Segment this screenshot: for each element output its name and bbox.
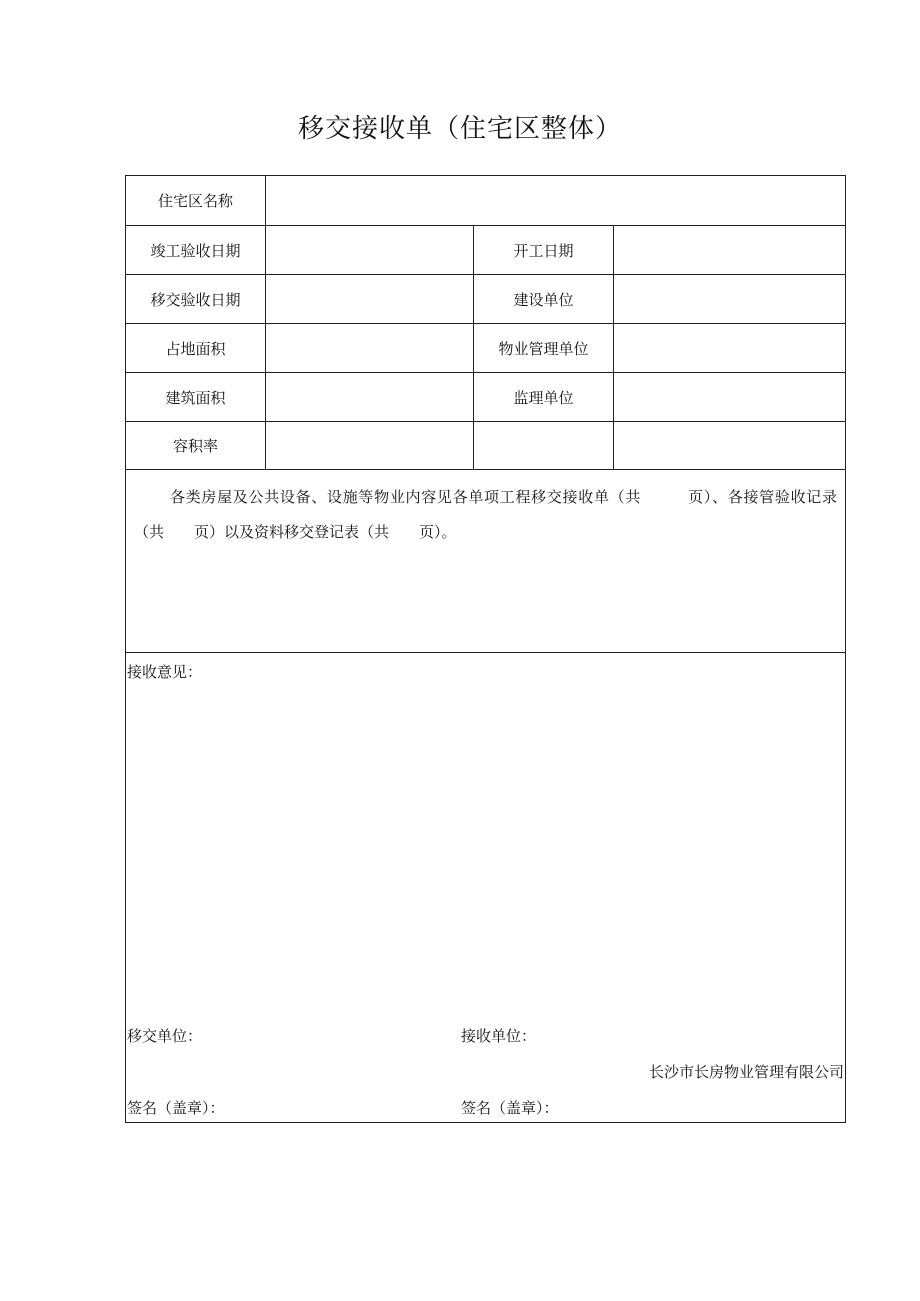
estate-name-label: 住宅区名称 [157, 192, 233, 210]
estate-name-value[interactable] [265, 176, 845, 225]
acceptance-section [126, 653, 845, 1122]
property-contents-description: 各类房屋及公共设备、设施等物业内容见各单项工程移交接收单（共 页）、各接管验收记录（共 页）以及资料移交登记表（共 页）。 [126, 470, 845, 653]
table-row-land-area [126, 324, 845, 373]
property-management-unit-label: 物业管理单位 [473, 324, 613, 372]
acceptance-opinion-label: 接收意见： [127, 663, 203, 681]
developer-unit-value[interactable] [613, 275, 845, 323]
table-row-building-area [126, 373, 845, 422]
handover-unit-label: 移交单位： [127, 1027, 203, 1045]
table-row-handover-date [126, 275, 845, 324]
handover-form-table [125, 175, 846, 1123]
empty-label-cell [473, 422, 613, 469]
table-row-estate-name [126, 176, 845, 226]
land-area-label: 占地面积 [165, 339, 226, 358]
completion-acceptance-date-label: 竣工验收日期 [150, 241, 241, 260]
document-title: 移交接收单（住宅区整体） [297, 114, 622, 144]
developer-unit-label: 建设单位 [473, 275, 613, 323]
land-area-value[interactable] [265, 324, 473, 372]
signature-seal-left-label: 签名（盖章）： [127, 1099, 225, 1117]
building-area-value[interactable] [265, 373, 473, 421]
signature-seal-right-label: 签名（盖章）： [461, 1099, 559, 1117]
property-management-unit-value[interactable] [613, 324, 845, 372]
table-row-completion-date [126, 226, 845, 275]
receiving-unit-label: 接收单位： [461, 1027, 537, 1045]
plot-ratio-label: 容积率 [172, 437, 218, 455]
completion-acceptance-date-value[interactable] [265, 226, 473, 274]
plot-ratio-value[interactable] [265, 422, 473, 469]
supervision-unit-value[interactable] [613, 373, 845, 421]
construction-start-date-label: 开工日期 [473, 226, 613, 274]
handover-acceptance-date-label: 移交验收日期 [150, 290, 241, 309]
building-area-label: 建筑面积 [165, 388, 226, 407]
handover-acceptance-date-value[interactable] [265, 275, 473, 323]
company-name: 长沙市长房物业管理有限公司 [648, 1063, 844, 1081]
table-row-plot-ratio [126, 422, 845, 470]
empty-value-cell[interactable] [613, 422, 845, 469]
construction-start-date-value[interactable] [613, 226, 845, 274]
supervision-unit-label: 监理单位 [473, 373, 613, 421]
